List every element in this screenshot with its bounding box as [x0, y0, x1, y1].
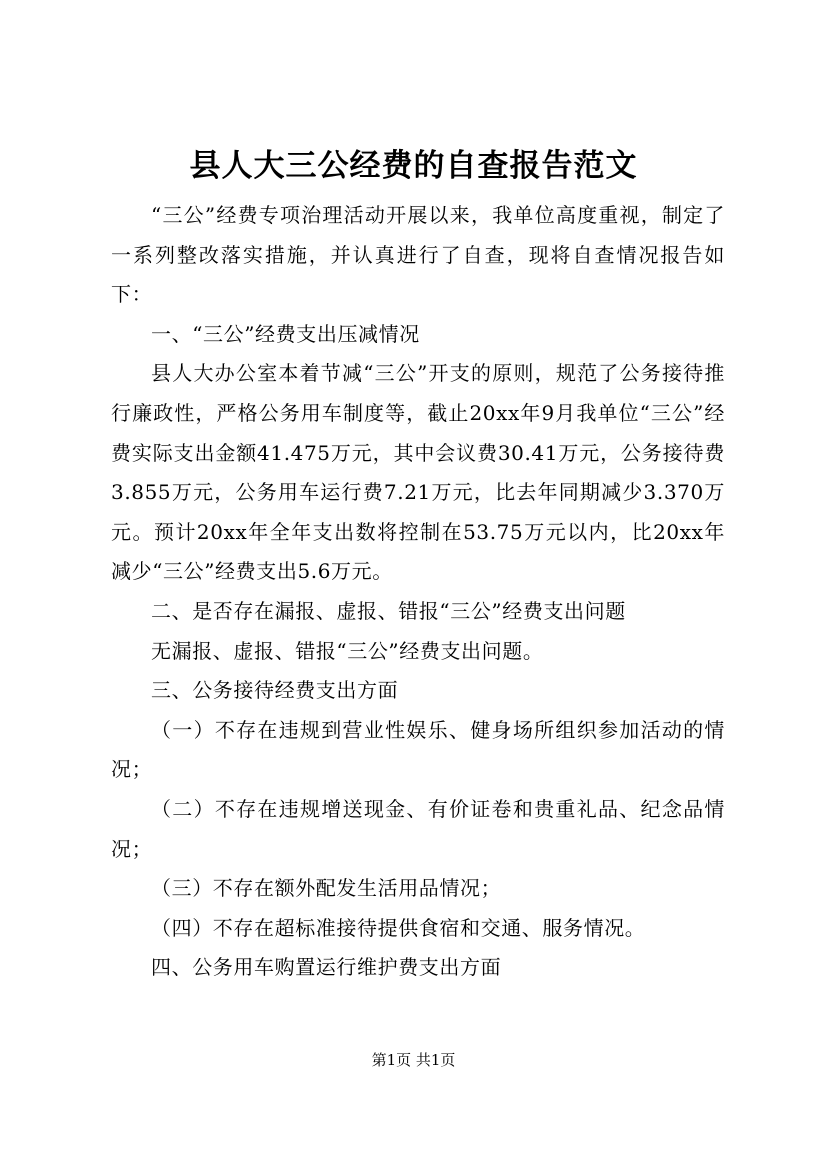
section-heading-4: 四、公务用车购置运行维护费支出方面: [151, 955, 502, 980]
page-footer: 第1页 共1页: [371, 1051, 456, 1069]
intro-paragraph: “三公”经费专项治理活动开展以来，我单位高度重视，制定了一系列整改落实措施，并认真进行了自查，现将自查情况报告如下：: [111, 203, 725, 307]
section-2-paragraph: 无漏报、虚报、错报“三公”经费支出问题。: [151, 638, 544, 663]
section-3-item-4: （四）不存在超标准接待提供食宿和交通、服务情况。: [151, 915, 646, 940]
section-heading-3: 三、公务接待经费支出方面: [151, 678, 399, 703]
section-heading-2: 二、是否存在漏报、虚报、错报“三公”经费支出问题: [151, 598, 626, 623]
document-body: [111, 196, 725, 988]
section-3-item-3: （三）不存在额外配发生活用品情况；: [151, 876, 502, 901]
section-3-item-2: （二）不存在违规增送现金、有价证卷和贵重礼品、纪念品情况；: [111, 796, 725, 861]
document-title: 县人大三公经费的自查报告范文: [189, 148, 638, 184]
section-1-paragraph: 县人大办公室本着节减“三公”开支的原则，规范了公务接待推行廉政性，严格公务用车制度等，截止20xx年9月我单位“三公”经费实际支出金额41.475万元，其中会议费30.41万元，公务接待费3.855万元，公务用车运行费7.21万元，比去年同期减少3.370万元。预计20xx年全年支出数将控制在53.75万元以内，比20xx年减少“三公”经费支出5.6万元。: [111, 361, 725, 584]
section-3-item-1: （一）不存在违规到营业性娱乐、健身场所组织参加活动的情况；: [111, 717, 725, 782]
section-heading-1: 一、“三公”经费支出压减情况: [151, 321, 420, 346]
